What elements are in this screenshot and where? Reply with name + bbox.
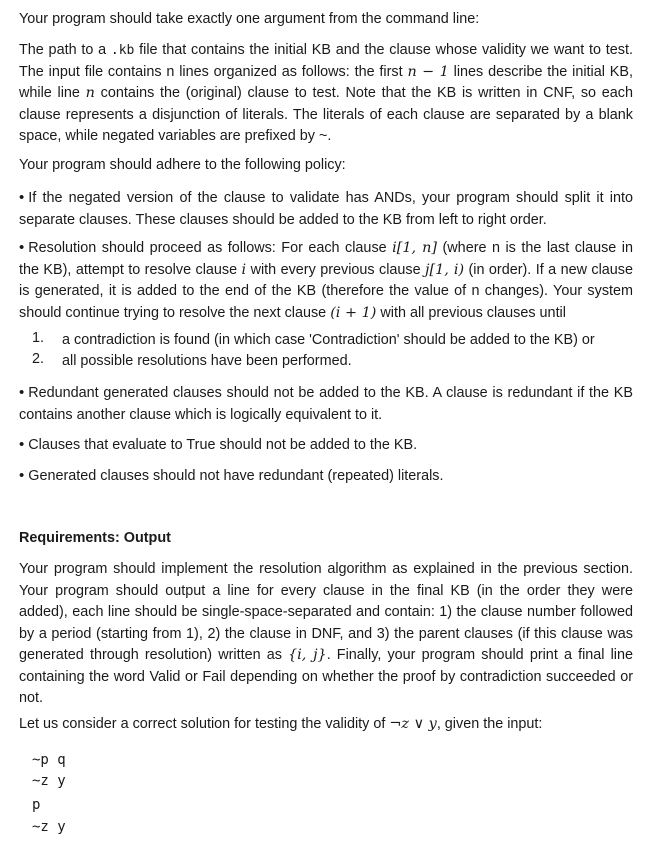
- bullet-icon: •: [19, 436, 25, 453]
- bullet-repeated-literals: • Generated clauses should not have redundant (repeated) literals.: [19, 467, 444, 484]
- code-line: p: [32, 797, 41, 813]
- kb-extension: .kb: [110, 43, 135, 58]
- numbered-item: 1. a contradiction is found (in which case 'Contradiction' should be added to the KB) or: [32, 330, 595, 348]
- math-n-minus-1: n − 1: [407, 63, 449, 80]
- code-line: ~p q: [32, 752, 66, 768]
- policy-intro: Your program should adhere to the following policy:: [19, 157, 346, 173]
- bullet-resolution: • Resolution should proceed as follows: For each clause i[1, n] (where n is the last clause in the KB), attempt to resolve clause i with every previous clause j[1, i) (in order). If a new clause is generated, it is added to the end of the KB (therefore the value of n changes). Your system should continue trying to resolve the next clause (i + 1) with all previous clauses until: [19, 239, 633, 321]
- math-n: n: [85, 85, 95, 101]
- output-heading: Requirements: Output: [19, 530, 171, 546]
- kb-paragraph: The path to a .kb file that contains the initial KB and the clause whose validity we want to test. The input file contains n lines organized as follows: the first n − 1 lines describe the initial KB, while line n contains the (original) clause to test. Note that the KB is written in CNF, so each clause represents a disjunction of literals. The literals of each clause are separated by a blank space, while negated variables are prefixed by ~.: [19, 42, 634, 144]
- bullet-redundant: • Redundant generated clauses should not be added to the KB. A clause is redundant if the KB contains another clause which is logically equivalent to it.: [19, 384, 633, 423]
- numbered-item: 2. all possible resolutions have been performed.: [32, 351, 352, 369]
- bullet-icon: •: [19, 467, 25, 484]
- code-line: ~z y: [32, 819, 66, 835]
- code-line: ~z y: [32, 773, 66, 789]
- bullet-true-clauses: • Clauses that evaluate to True should not be added to the KB.: [19, 436, 418, 453]
- bullet-icon: •: [19, 189, 25, 206]
- bullet-split-clauses: • If the negated version of the clause to validate has ANDs, your program should split it into separate clauses. These clauses should be added to the KB from left to right order.: [19, 189, 633, 228]
- example-intro: Let us consider a correct solution for testing the validity of ¬z ∨ y, given the input:: [19, 716, 543, 732]
- bullet-icon: •: [19, 239, 25, 256]
- output-paragraph: Your program should implement the resolution algorithm as explained in the previous section. Your program should output a line for every clause in the final KB (in the order they were added), each line should be single-space-separated and contain: 1) the clause number followed by a period (starting from 1), 2) the clause in DNF, and 3) the parent clauses (if this clause was generated through resolution) written as {i, j}. Finally, your program should print a final line containing the word Valid or Fail depending on whether the proof by contradiction succeeded or not.: [19, 561, 633, 706]
- bullet-icon: •: [19, 384, 25, 401]
- intro-line: Your program should take exactly one argument from the command line:: [19, 11, 480, 27]
